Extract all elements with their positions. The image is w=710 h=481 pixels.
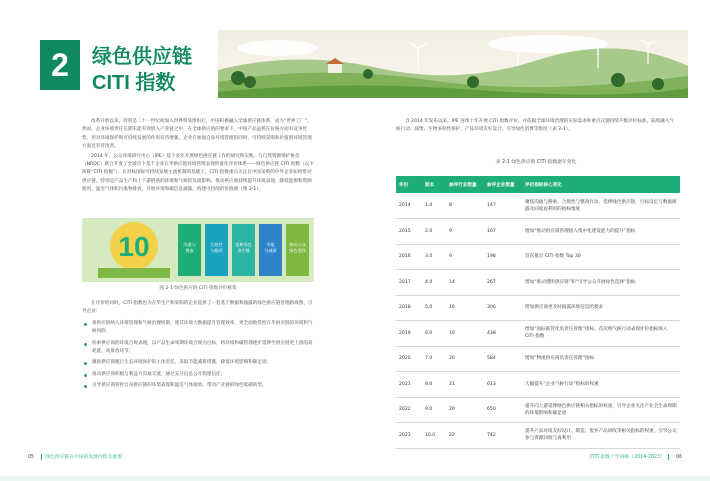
cell-year: 2015 (396, 219, 422, 245)
cell-companies: 438 (484, 321, 522, 347)
left-intro-2: 在评价的同时，CITI 指数也为在华生产和采购的企业提供了一套基于数据和披露的绿色供应链管理路线图，引导企业： (82, 301, 313, 315)
chapter-title (92, 44, 192, 96)
framework-pillar-label: 延伸绿色 (235, 242, 252, 247)
cell-companies: 167 (484, 219, 522, 245)
cell-year: 2022 (396, 397, 422, 423)
framework-pillar-label: 与整改 (210, 248, 223, 253)
table-row (396, 295, 680, 321)
chapter-title-line1: 绿色供应链 (92, 46, 192, 68)
header-changes: 评价指标核心变化 (522, 176, 680, 193)
cell-industries: 19 (446, 321, 484, 347)
cell-year: 2016 (396, 244, 422, 270)
cell-companies: 584 (484, 346, 522, 372)
figure-citi-framework (82, 218, 314, 282)
header-companies: 参评企业数量 (484, 176, 522, 193)
cell-changes: 增加“推动供应商管理接入集中化建设能力的提升”指标 (522, 219, 680, 245)
page-number-left: 05 (28, 455, 35, 460)
table-row (396, 397, 680, 423)
cell-changes: 增加供应商更及时披露环境信息的要求 (522, 295, 680, 321)
cell-year: 2017 (396, 270, 422, 296)
table-row (396, 346, 680, 372)
framework-pillar-label: 合规性 (210, 242, 223, 247)
cell-industries: 16 (446, 295, 484, 321)
cell-industries: 20 (446, 346, 484, 372)
table-row (396, 423, 680, 449)
cell-companies: 198 (484, 244, 522, 270)
framework-pillar-label: 搜索 (185, 248, 194, 253)
chapter-number: 2 (40, 40, 80, 90)
cell-version: 5.0 (422, 295, 446, 321)
right-column (396, 118, 676, 136)
cell-version: 6.0 (422, 321, 446, 347)
footer-divider (668, 454, 669, 460)
footer-divider (41, 454, 42, 460)
cell-companies: 306 (484, 295, 522, 321)
left-column-bottom (82, 300, 314, 391)
table-row (396, 193, 680, 219)
cell-industries: 22 (446, 423, 484, 449)
ten-year-badge-number: 10 (118, 231, 150, 262)
cell-changes: 增加“国际联管化负责任管理”指标，首次纳气候行动表现评价指标纳入 CITI 指数 (522, 321, 680, 347)
framework-pillar-label: 绿色选择 (289, 248, 306, 253)
header-industries: 参评行业数量 (446, 176, 484, 193)
left-column-top (82, 118, 314, 196)
citi-evolution-table (396, 176, 680, 449)
cell-companies: 742 (484, 423, 522, 449)
cell-year: 2019 (396, 321, 422, 347)
cell-changes: 首次推出 CITI 指数 Top 30 (522, 244, 680, 270)
cell-companies: 613 (484, 372, 522, 398)
footer-right-text: CITI 指数十年回顾（2014-2023） (589, 455, 665, 460)
page-number-right: 06 (675, 455, 682, 460)
table-caption: 表 2-1 绿色供应链 CITI 指数逐年变化 (495, 160, 577, 165)
cell-industries: 8 (446, 193, 484, 219)
cell-version: 2.0 (422, 219, 446, 245)
table-row (396, 244, 680, 270)
cell-changes: 增加“推动透明供应链”和“引导公众开展绿色选择”指标 (522, 270, 680, 296)
framework-pillar-label: 沟通与 (183, 242, 196, 247)
cell-version: 4.0 (422, 270, 446, 296)
chapter-header (0, 0, 710, 100)
cell-version: 10.0 (422, 423, 446, 449)
cell-year: 2023 (396, 423, 422, 449)
cell-industries: 21 (446, 372, 484, 398)
left-paragraph-2: 2014 年，公众环境研究中心（IPE）基于多年开展绿色供应链工作的研究和实践，与自然资源保护协会（NRDC）联合开发了全球首个基于企业在华供应链环境管理表现的量化评价体系——绿色供应链 CITI 指数（以下简称“CITI 指数”）。在对标国际可持续发展主流机制的基础上，CITI 指数重点关注在中国采购的中外企业如何带动供应链，特别是产品生产和上下游链条的环境和气候的负面影响，推动供应商持续提升环境表现，降低能源和资源使用，温室气体和污染物排放，开展环境和碳信息披露，构建可持续的价值链（图 2-1）。 (82, 153, 314, 193)
cell-year: 2020 (396, 346, 422, 372)
chapter-title-line2: CITI 指数 (92, 72, 176, 94)
cell-companies: 267 (484, 270, 522, 296)
figure-caption: 图 2-1 绿色供应链 CITI 指数评价框架 (159, 286, 237, 291)
cell-changes: 提升产品环境友好设计、制造、废弃产品回收等相关指标的权重，引导公众参与资源回收与再利用 (522, 423, 680, 449)
left-paragraph-1: 改革开放以来，特别是二十一世纪初加入世界贸易组织后，中国积极融入全球供应链体系，成为“世界工厂”。然而，企业环境责任长期未能有效嵌入产业链之中，在全球供应链的要求下，中国产品虽然在价格方面有竞争优势，但对环境保护和可持续发展的作用有待增强，企业在加强自身环境管理的同时，可持续采购和价值链环境管理方面还有待改善。 (82, 119, 312, 150)
cell-industries: 14 (446, 270, 484, 296)
cell-changes: 增加“物流供应商负责任管理”指标 (522, 346, 680, 372)
cell-changes: 提升向上游延伸绿色供应链相关指标的权重，引导企业关注产业全生命周期的环境影响和碳足迹 (522, 397, 680, 423)
table-row (396, 372, 680, 398)
cell-year: 2018 (396, 295, 422, 321)
framework-diagram (82, 218, 314, 282)
framework-pillar-label: 与减排 (264, 248, 277, 253)
cell-companies: 147 (484, 193, 522, 219)
cell-industries: 20 (446, 397, 484, 423)
right-paragraph: 自 2014 年发布以来，IPE 连续十年开展 CITI 指数评价，并依据全球环境治理的实际需求和重点议题持续升级评价标准，陆续融入气候行动、减塑、生物多样性保护、产品环境友好设计、引导绿色消费等维度（表 2-1）。 (396, 119, 675, 133)
cell-year: 2014 (396, 193, 422, 219)
cell-version: 3.0 (422, 244, 446, 270)
guidance-list (82, 320, 314, 391)
guidance-item: 引导供应商管控自身供应链的环境表现和温室气体排放，带动产业链的绿色低碳转型。 (82, 382, 314, 390)
guidance-item: 激励供应商履行生态环境保护的主体责任，采取节能减排措施，降低环境影响和碳足迹； (82, 359, 314, 367)
footer-left (28, 453, 122, 460)
cell-industries: 9 (446, 244, 484, 270)
footer-left-text: 绿色供应链在中国的发展历程及展望 (45, 455, 122, 460)
cell-version: 8.0 (422, 372, 446, 398)
cell-changes: 大幅提升“企业气候行动”指标的权重 (522, 372, 680, 398)
cell-version: 7.0 (422, 346, 446, 372)
cell-version: 1.0 (422, 193, 446, 219)
framework-pillar-label: 推动公众 (289, 242, 306, 247)
cell-companies: 650 (484, 397, 522, 423)
footer-band (0, 476, 710, 481)
guidance-item: 将供应链纳入环境管理和气候治理机制，使其环境大数据提升管理效率，更全面地管控在华供应链的环境和气候风险； (82, 320, 314, 337)
footer-right (590, 453, 682, 460)
cell-industries: 9 (446, 219, 484, 245)
header-version: 版本 (422, 176, 446, 193)
guidance-item: 推动供应商积极与利益方沟通交流，通过充分信息公开构建信任； (82, 371, 314, 379)
framework-pillar-label: 节能 (266, 242, 275, 247)
table-row (396, 219, 680, 245)
guidance-item: 检索供应商的环境合规表现，以产品生命周期环境合规为目标，将环境和碳管理逐步延伸至供应链更上游的高耗能、高排放环节； (82, 340, 314, 357)
cell-version: 9.0 (422, 397, 446, 423)
cell-year: 2021 (396, 372, 422, 398)
table-row (396, 321, 680, 347)
table-header-row (396, 176, 680, 193)
header-year: 年份 (396, 176, 422, 193)
cell-changes: 聚焦沟通与搜索、合规性与整改行动、延伸绿色供应链、目标设定与数据披露及回收再利用的指标维度 (522, 193, 680, 219)
table-row (396, 270, 680, 296)
landscape-illustration (218, 30, 688, 98)
framework-pillar-label: 供应链 (237, 248, 250, 253)
